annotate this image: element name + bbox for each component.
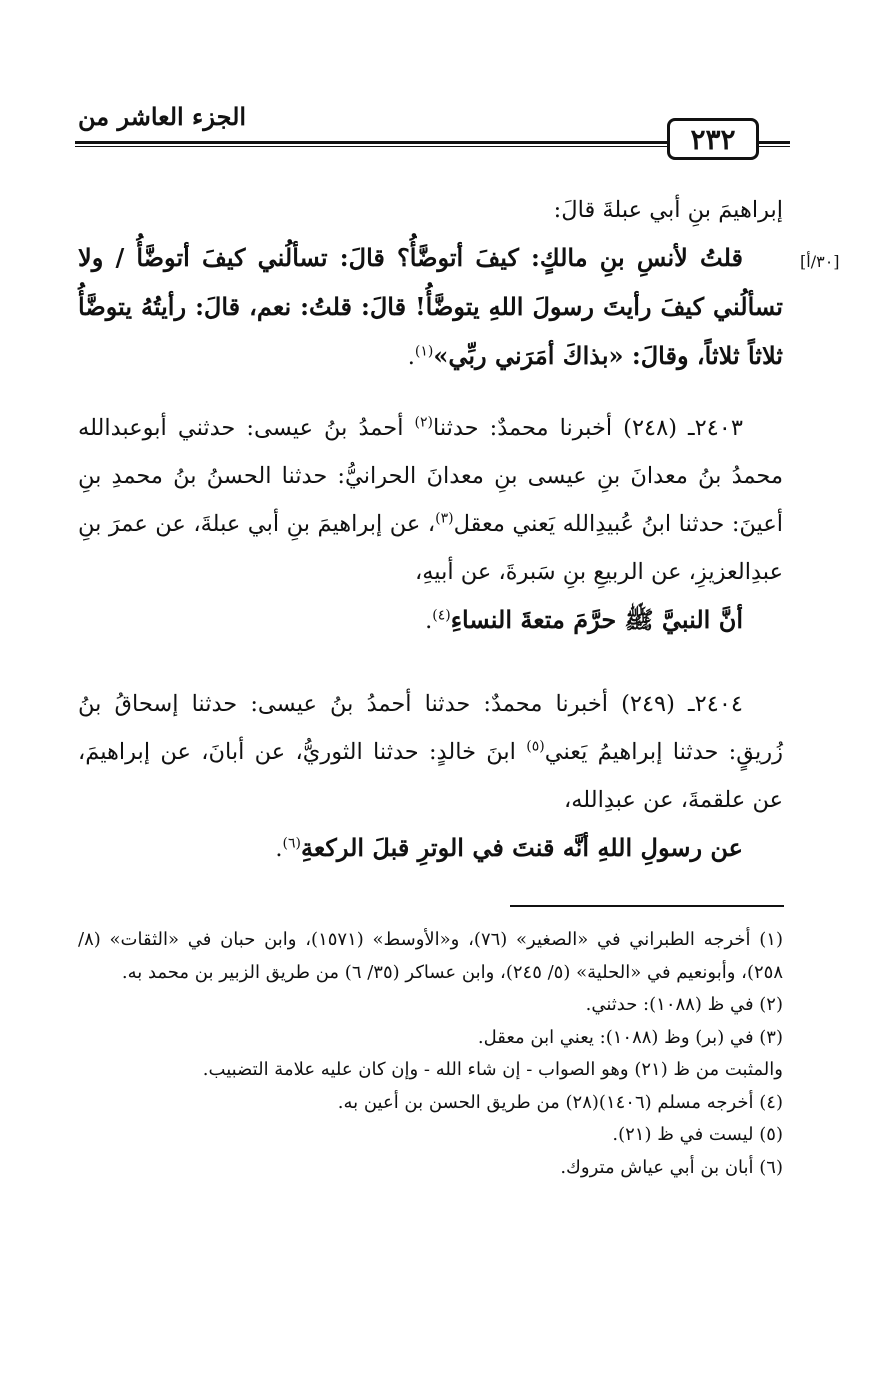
footnotes [78,924,783,1184]
paragraph-hadith-1: قلتُ لأنسِ بنِ مالكٍ: كيفَ أتوضَّأُ؟ قالَ: تسألُني كيفَ أتوضَّأُ / ولا تسألُني كيفَ رأيتَ رسولَ اللهِ يتوضَّأُ! قالَ: قلتُ: نعم، قالَ: رأيتُهُ يتوضَّأُ ثلاثاً ثلاثاً، وقالَ: «بذاكَ أمَرَني ربِّي»$^{(١)}$. [78,243,783,370]
running-header-title: الجزء العاشر من [78,102,247,131]
body-block-2 [78,404,783,645]
footnote-separator [510,905,784,907]
footnote-6: (٦) أبان بن أبي عياش متروك. [560,1156,783,1178]
paragraph-isnad-end: إبراهيمَ بنِ أبي عبلةَ قالَ: [553,197,783,223]
footnote-ref-2[interactable]: (٢) [414,414,433,431]
paragraph-hadith-2404: عن رسولِ اللهِ أنَّه قنتَ في الوترِ قبلَ الركعةِ$^{(٦)}$. [275,833,743,862]
body-block-3 [78,680,783,873]
header-rule-left [75,141,667,147]
footnote-2: (٢) في ظ (١٠٨٨): حدثني. [585,994,783,1015]
footnote-4: (٤) أخرجه مسلم (١٤٠٦)(٢٨) من طريق الحسن بن أعين به. [337,1091,783,1113]
footnote-ref-6[interactable]: (٦) [282,835,301,852]
footnote-ref-4[interactable]: (٤) [432,607,451,624]
footnote-1: (١) أخرجه الطبراني في «الصغير» (٧٦)، و«الأوسط» (١٥٧١)، وابن حبان في «الثقات» (٨/ ٢٥٨)، وأبونعيم في «الحلية» (٥/ ٢٤٥)، وابن عساكر (٣٥/ ٦) من طريق الزبير بن محمد به. [78,929,783,983]
footnote-ref-5[interactable]: (٥) [526,738,545,755]
paragraph-isnad-2404: ٢٤٠٤ـ (٢٤٩) أخبرنا محمدٌ: حدثنا أحمدُ بنُ عيسى: حدثنا إسحاقُ بنُ زُريقٍ: حدثنا إبراهيمُ يَعني$^{(٥)}$ ابنَ خالدٍ: حدثنا الثوريُّ، عن أبانَ، عن إبراهيمَ، عن علقمةَ، عن عبدِالله، [78,691,783,813]
body-block-1 [78,186,783,381]
footnote-3-continuation: والمثبت من ظ (٢١) وهو الصواب - إن شاء الله - وإن كان عليه علامة التضبيب. [202,1059,783,1080]
header-rule-right [758,141,790,147]
footnote-5: (٥) ليست في ظ (٢١). [612,1124,783,1145]
paragraph-isnad-2403: ٢٤٠٣ـ (٢٤٨) أخبرنا محمدٌ: حدثنا$^{(٢)}$ أحمدُ بنُ عيسى: حدثني أبوعبدالله محمدُ بنُ معدانَ بنِ عيسى بنِ معدانَ الحرانيُّ: حدثنا الحسنُ بنُ محمدِ بنِ أعينَ: حدثنا ابنُ عُبيدِالله يَعني معقل$^{(٣)}$، عن إبراهيمَ بنِ أبي عبلةَ، عن عمرَ بنِ عبدِالعزيزِ، عن الربيعِ بنِ سَبرةَ، عن أبيهِ، [78,414,783,585]
page-number: ٢٣٢ [667,118,759,160]
footnote-ref-3[interactable]: (٣) [435,510,454,527]
footnote-ref-1[interactable]: (١) [414,343,434,360]
paragraph-hadith-2403: أنَّ النبيَّ ﷺ حرَّمَ متعةَ النساءِ$^{(٤)}$. [425,605,743,634]
footnote-3: (٣) في (بر) وظ (١٠٨٨): يعني ابن معقل. [477,1026,783,1048]
margin-folio-note: [٣٠/أ] [800,252,840,271]
